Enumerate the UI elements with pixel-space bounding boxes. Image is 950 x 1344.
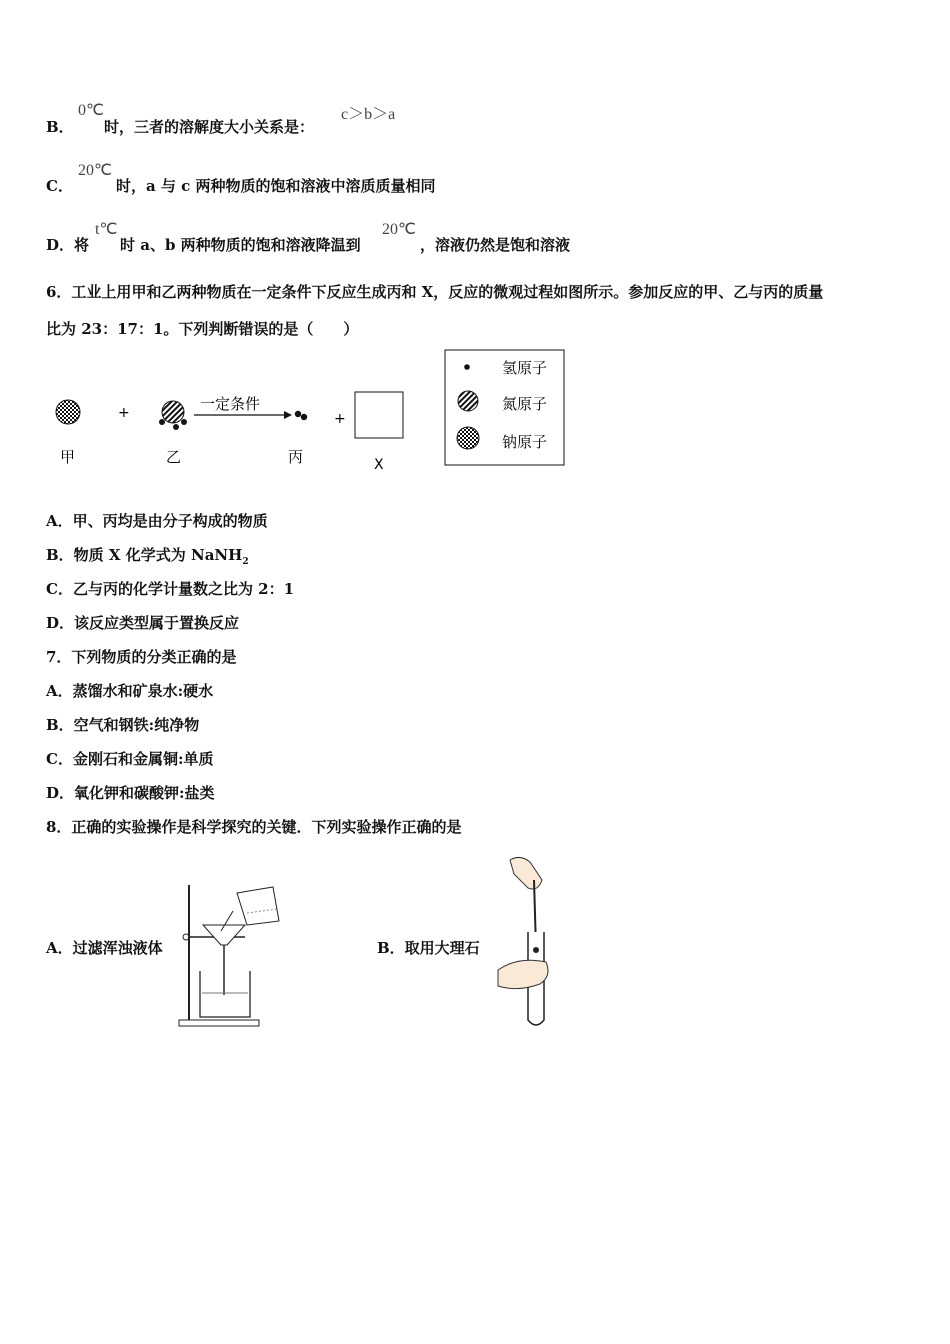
legend-hydrogen-label: 氢原子 [502, 359, 548, 377]
q5-c-temperature: 20℃ [78, 162, 112, 179]
bing-hydrogen-molecule [301, 414, 307, 420]
q5-option-c [46, 175, 73, 196]
reaction-diagram [40, 345, 580, 480]
legend-hydrogen-icon [464, 364, 470, 370]
q5-d-temperature-2: 20℃ [382, 221, 416, 238]
q5-d-text-2: ，溶液仍然是饱和溶液 [420, 236, 571, 254]
q6-option-c: C．乙与丙的化学计量数之比为 2：1 [46, 580, 295, 598]
q7-option-a: A．蒸馏水和矿泉水:硬水 [46, 682, 214, 700]
legend-sodium-icon [457, 427, 479, 449]
q7-option-d: D．氧化钾和碳酸钾:盐类 [46, 784, 215, 802]
x-label: X [374, 457, 384, 473]
plus-1: + [118, 405, 130, 421]
q6-option-d: D．该反应类型属于置换反应 [46, 614, 240, 632]
yi-label: 乙 [166, 448, 182, 466]
q5-b-text: 时，三者的溶解度大小关系是： [104, 118, 315, 136]
q5-b-formula: c＞b＞a [341, 106, 396, 123]
q5-b-label: B． [46, 118, 74, 136]
q6-stem-line-1: 6．工业上用甲和乙两种物质在一定条件下反应生成丙和 X，反应的微观过程如图所示。参加反应的甲、乙与丙的质量 [46, 283, 824, 301]
legend-nitrogen-icon [458, 391, 478, 411]
q5-option-b [46, 116, 74, 137]
q7-stem: 7．下列物质的分类正确的是 [46, 648, 237, 666]
test-tube-illustration [490, 852, 570, 1032]
jia-sodium-atom [56, 400, 80, 424]
q8-stem: 8．正确的实验操作是科学探究的关键．下列实验操作正确的是 [46, 818, 462, 836]
q5-d-temperature-1: t℃ [95, 221, 118, 238]
q8-option-b: B．取用大理石 [377, 939, 480, 957]
yi-nitrogen-atom [162, 401, 184, 423]
yi-hydrogen-atom [173, 424, 179, 430]
q5-b-temperature: 0℃ [78, 102, 104, 119]
x-box [355, 392, 403, 438]
jia-label: 甲 [60, 448, 76, 466]
q5-c-text: 时，a 与 c 两种物质的饱和溶液中溶质质量相同 [116, 177, 436, 195]
q6-option-b [46, 544, 249, 567]
q7-option-c: C．金刚石和金属铜:单质 [46, 750, 214, 768]
bing-label: 丙 [288, 448, 304, 466]
q7-option-b: B．空气和钢铁:纯净物 [46, 716, 200, 734]
q5-option-d [46, 234, 89, 255]
q6-stem-line-2: 比为 23：17：1。下列判断错误的是（ ） [46, 320, 359, 338]
legend-sodium-label: 钠原子 [502, 433, 548, 451]
legend-nitrogen-label: 氮原子 [502, 395, 548, 413]
q6-option-b-subscript: 2 [242, 557, 249, 567]
q5-d-text-1: 时 a、b 两种物质的饱和溶液降温到 [120, 236, 361, 254]
filtration-illustration [175, 875, 290, 1030]
q5-d-label: D．将 [46, 236, 90, 254]
condition-label: 一定条件 [200, 395, 261, 413]
q5-c-label: C． [46, 177, 73, 195]
q6-option-b-text: B．物质 X 化学式为 NaNH [46, 546, 243, 564]
plus-2: + [334, 411, 346, 427]
q8-option-a: A．过滤浑浊液体 [46, 939, 163, 957]
q6-option-a: A．甲、丙均是由分子构成的物质 [46, 512, 268, 530]
